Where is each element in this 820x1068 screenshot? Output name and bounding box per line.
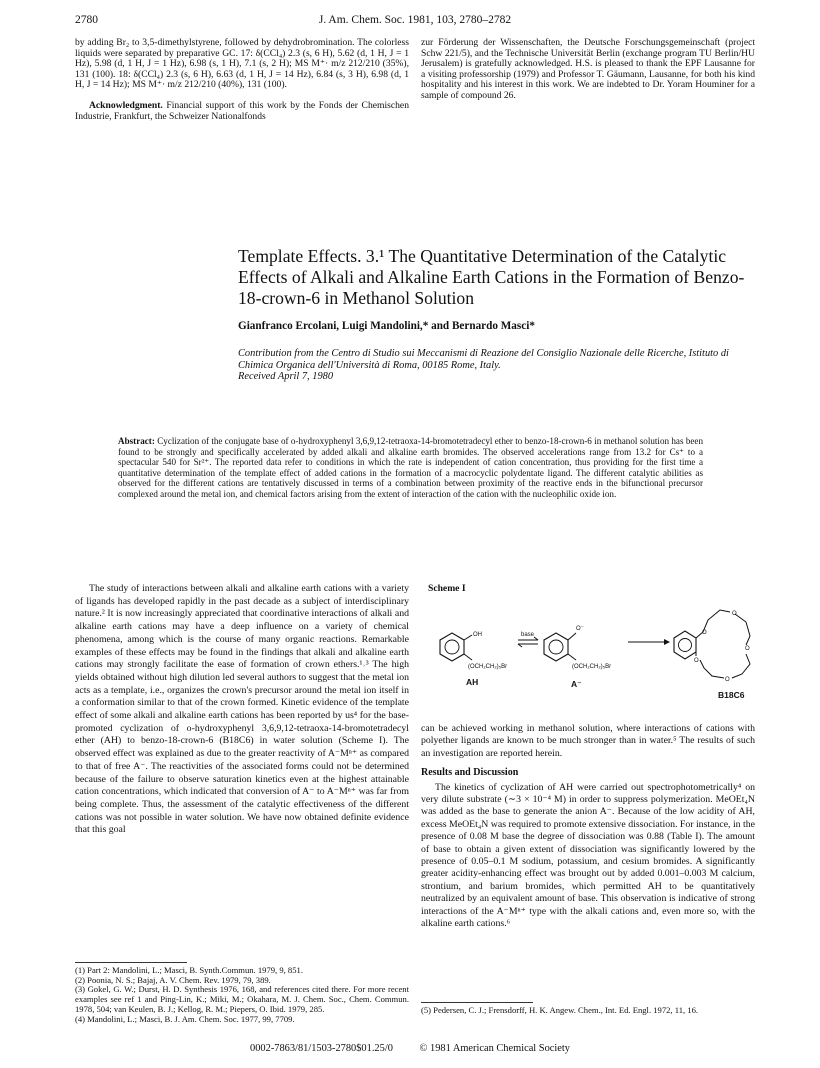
footnote: (5) Pedersen, C. J.; Frensdorff, H. K. Angew. Chem., Int. Ed. Engl. 1972, 11, 16. bbox=[421, 1005, 699, 1015]
crown-oxygen-5: O bbox=[694, 658, 699, 664]
article-affiliation bbox=[238, 348, 758, 383]
body-right-column bbox=[421, 723, 755, 931]
body-left-column bbox=[75, 583, 409, 837]
article-title: Template Effects. 3.¹ The Quantitative Determination of the Catalytic Effects of Alkali and Alkaline Earth Cations in the Formation of Benzo-18-crown-6 in Methanol Solution bbox=[238, 246, 745, 309]
chain-label-a: (OCH₂CH₂)₅Br bbox=[572, 664, 612, 670]
previous-article-right-column bbox=[421, 38, 755, 102]
scheme-diagram bbox=[428, 600, 758, 718]
article-authors: Gianfranco Ercolani, Luigi Mandolini,* and Bernardo Masci* bbox=[238, 320, 535, 332]
acknowledgment-paragraph bbox=[75, 101, 409, 122]
page-footer bbox=[0, 1043, 820, 1054]
reaction-arrow bbox=[628, 639, 670, 645]
previous-article-left-column bbox=[75, 38, 409, 122]
footnotes-right bbox=[421, 1006, 755, 1016]
abstract bbox=[118, 436, 703, 500]
label-ah: AH bbox=[466, 677, 479, 687]
crown-oxygen-1: O bbox=[702, 630, 707, 636]
hydroxyl-label: OH bbox=[473, 632, 482, 638]
label-a-minus: A⁻ bbox=[571, 679, 582, 689]
base-label: base bbox=[521, 632, 535, 638]
footnote: (1) Part 2: Mandolini, L.; Masci, B. Synth.Commun. 1979, 9, 851. bbox=[75, 965, 303, 975]
molecule-ah bbox=[440, 632, 507, 687]
acknowledgment-continued: zur Förderung der Wissenschaften, the Deutsche Forschungsgemeinschaft (project Schw 221/5), and the Technische Universität Berlin (exchange program TU Berlin/HU Jerusalem) is gratefully acknowledged. H.S. is pleased to thank the EPF Lausanne for a visiting professorship (1979) and Professor T. Gäumann, Lausanne, for both his kind hospitality and his interest in this work. We are indebted to Dr. Yoram Houminer for a sample of compound 26. bbox=[421, 37, 755, 101]
copyright: © 1981 American Chemical Society bbox=[419, 1043, 570, 1054]
acknowledgment-text: Financial support of this work by the Fonds der Chemischen Industrie, Frankfurt, the Schweizer Nationalfonds bbox=[75, 99, 409, 122]
footnotes-left bbox=[75, 966, 409, 1024]
page-number: 2780 bbox=[75, 14, 98, 26]
crown-oxygen-4: O bbox=[725, 677, 730, 683]
affiliation-text: Contribution from the Centro di Studio sui Meccanismi di Reazione del Consiglio Nazionale delle Ricerche, Istituto di Chimica Organica dell'Università di Roma, 00185 Rome, Italy. bbox=[238, 348, 729, 371]
experimental-paragraph: by adding Br₂ to 3,5-dimethylstyrene, followed by dehydrobromination. The colorless liquids were separated by preparative GC. 17: δ(CCl₄) 2.3 (s, 6 H), 5.62 (d, 1 H, J = 1 Hz), 5.98 (d, 1 H, J = 1 Hz), 6.98 (s, 1 H), 7.1 (s, 2 H); MS M⁺· m/z 212/210 (35%), 131 (100). 18: δ(CCl₄) 2.3 (s, 6 H), 6.63 (d, 1 H, J = 14 Hz), 6.84 (s, 3 H), 6.98 (d, 1 H, J = 14 Hz); MS M⁺· m/z 212/210 (40%), 131 (100). bbox=[75, 37, 409, 91]
chain-label-ah: (OCH₂CH₂)₅Br bbox=[468, 664, 508, 670]
running-header bbox=[75, 14, 755, 30]
results-heading: Results and Discussion bbox=[421, 767, 519, 779]
methanol-paragraph: can be achieved working in methanol solution, where interactions of cations with polyether ligands are known to be much stronger than in water.⁵ The results of such an investigation are reported herein. bbox=[421, 723, 755, 759]
crown-oxygen-2: O bbox=[732, 611, 737, 617]
oxide-label: O⁻ bbox=[576, 626, 584, 632]
received-date: Received April 7, 1980 bbox=[238, 371, 334, 383]
footnote-rule-right bbox=[421, 1002, 533, 1003]
abstract-label: Abstract: bbox=[118, 436, 155, 446]
molecule-b18c6 bbox=[674, 610, 750, 700]
introduction-paragraph: The study of interactions between alkali and alkaline earth cations with a variety of ligands has developed rapidly in the past decade as a subject of interdisciplinary nature.² It is now increasingly appreciated that coordinative interactions of alkali and alkaline earth cations may have a deep influence on a variety of chemical phenomena, among which is the course of many organic reactions. Remarkable examples of these effects may be found in the findings that alkali and alkaline earth cations may strongly facilitate the ease of formation of crown ethers.¹˒³ The high yields obtained without high dilution led several authors to suggest that the metal ion acts as a template, i.e., organizes the crown's precursor around the metal ion itself in a conformation similar to that of the crown formed. Kinetic evidence of the template effect of some alkali and alkaline earth cations has been reported by us⁴ for the base-promoted cyclization of o-hydroxyphenyl 3,6,9,12-tetraoxa-14-bromotetradecyl ether (AH) to benzo-18-crown-6 (B18C6) in water solution (Scheme I). The observed effect was explained as due to the greater reactivity of A⁻Mⁿ⁺ as compared to that of free A⁻. The reactivities of the associated forms could not be determined because of the failure to observe saturation kinetics even at the highest attainable cation concentrations, which indicated that conversion of A⁻ to A⁻Mⁿ⁺ was far from being complete. Thus, the assessment of the catalytic effectiveness of the different cations was not possible in water solution. We have now obtained definite evidence that this goal bbox=[75, 583, 409, 836]
footnote: (3) Gokel, G. W.; Durst, H. D. Synthesis 1976, 168, and references cited there. For more recent examples see ref 1 and Ping-Lin, K.; Miki, M.; Okahara, M. J. Chem. Soc., Chem. Commun. 1978, 504; van Keulen, B. J.; Kellog, R. M.; Piepers, O. Ibid. 1979, 285. bbox=[75, 984, 409, 1014]
footnote: (2) Poonia, N. S.; Bajaj, A. V. Chem. Rev. 1979, 79, 389. bbox=[75, 974, 271, 985]
footnote-rule-left bbox=[75, 962, 187, 963]
results-paragraph: The kinetics of cyclization of AH were carried out spectrophotometrically⁴ on very dilute substrate (∼3 × 10⁻⁴ M) in order to suppress polymerization. MeOEt₄N was added as the base to generate the anion A⁻. Because of the low acidity of AH, excess MeOEt₄N was required to promote extensive dissociation. For instance, in the presence of 0.08 M base the degree of dissociation was 0.88 (Table I). The amount of base to obtain a given extent of dissociation was significantly lowered by the presence of 0.05–0.1 M sodium, potassium, and cesium bromides. A significantly greater acidity-enhancing effect was brought out by added 0.001–0.003 M calcium, strontium, and barium bromides, which permitted AH to be quantitatively neutralized by an equivalent amount of base. This observation is indicative of strong interactions of the A⁻Mⁿ⁺ type with the alkali cations and, even more so, with the alkaline earth cations.⁶ bbox=[421, 781, 755, 930]
equilibrium-arrow bbox=[518, 632, 538, 647]
label-b18c6: B18C6 bbox=[718, 690, 745, 700]
abstract-text: Cyclization of the conjugate base of o-hydroxyphenyl 3,6,9,12-tetraoxa-14-bromotetradecyl ether to benzo-18-crown-6 in methanol solution has been found to be strongly and specifically accelerated by added alkali and alkaline earth bromides. The observed accelerations range from 13.2 for Cs⁺ to a spectacular 540 for Sr²⁺. The reported data refer to conditions in which the rate is independent of cation concentration, thus providing for the first time a quantitative determination of the template effect of added cations in the formation of a macrocyclic polydentate ligand. The different catalytic abilities as observed for the different cations are tentatively discussed in terms of a combination between proximity of the reactive ends in the bifunctional precursor complexed around the metal ion, and chemical factors arising from the extent of interaction of the cation with the nucleophilic oxide ion. bbox=[118, 436, 703, 499]
molecule-a-minus bbox=[544, 626, 611, 689]
article-code: 0002-7863/81/1503-2780$01.25/0 bbox=[250, 1043, 393, 1054]
journal-citation: J. Am. Chem. Soc. 1981, 103, 2780–2782 bbox=[318, 14, 512, 26]
scheme-label: Scheme I bbox=[428, 583, 466, 594]
footnote: (4) Mandolini, L.; Masci, B. J. Am. Chem. Soc. 1977, 99, 7709. bbox=[75, 1013, 295, 1024]
crown-oxygen-3: O bbox=[745, 646, 750, 652]
acknowledgment-heading: Acknowledgment. bbox=[89, 99, 163, 111]
